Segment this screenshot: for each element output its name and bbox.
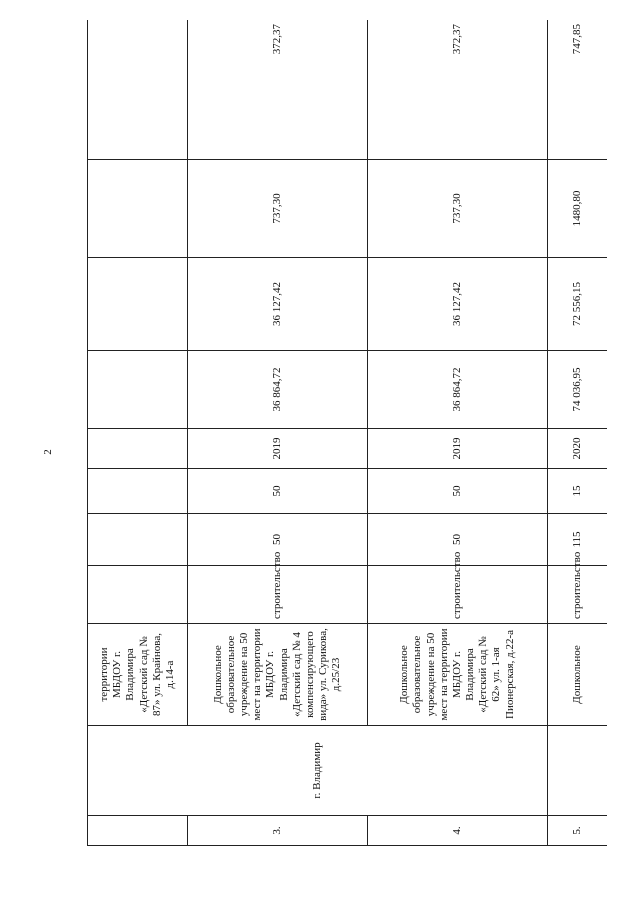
table-wrapper bbox=[87, 20, 607, 846]
cost-local: 747,85 bbox=[548, 20, 608, 160]
cost-federal bbox=[88, 258, 188, 351]
places bbox=[88, 469, 188, 514]
location-cell: г. Владимир bbox=[88, 726, 548, 816]
year: 2019 bbox=[368, 429, 548, 469]
places: 15 bbox=[548, 469, 608, 514]
cost-regional: 737,30 bbox=[188, 160, 368, 258]
work-type: строительство bbox=[368, 566, 548, 624]
cost-total: 36 864,72 bbox=[368, 351, 548, 429]
table-rotator bbox=[87, 20, 607, 846]
table-row bbox=[88, 20, 188, 846]
row-number: 3. bbox=[188, 816, 368, 846]
row-number: 5. bbox=[548, 816, 608, 846]
cost-federal: 36 127,42 bbox=[368, 258, 548, 351]
cost-total: 74 036,95 bbox=[548, 351, 608, 429]
cost-federal: 72 556,15 bbox=[548, 258, 608, 351]
cost-regional: 737,30 bbox=[368, 160, 548, 258]
cost-regional bbox=[88, 160, 188, 258]
page-number: 2 bbox=[42, 449, 54, 455]
capacity: 50 bbox=[188, 514, 368, 566]
year bbox=[88, 429, 188, 469]
cost-local: 372,37 bbox=[368, 20, 548, 160]
cost-total bbox=[88, 351, 188, 429]
row-number bbox=[88, 816, 188, 846]
year: 2020 bbox=[548, 429, 608, 469]
year: 2019 bbox=[188, 429, 368, 469]
location-cell bbox=[548, 726, 608, 816]
places: 50 bbox=[188, 469, 368, 514]
work-type bbox=[88, 566, 188, 624]
table-row bbox=[548, 20, 608, 846]
cost-local bbox=[88, 20, 188, 160]
objects-table bbox=[87, 20, 607, 846]
table-row bbox=[188, 20, 368, 846]
capacity: 115 bbox=[548, 514, 608, 566]
capacity bbox=[88, 514, 188, 566]
cost-regional: 1480,80 bbox=[548, 160, 608, 258]
object-name: Дошкольное образовательное учреждение на 50 мест на территории МБДОУ г. Владимира «Детский сад № 4 компенсирующего вида» ул. Сурикова, д.25/23 bbox=[188, 624, 368, 726]
table-row bbox=[368, 20, 548, 846]
places: 50 bbox=[368, 469, 548, 514]
object-name: Дошкольное образовательное учреждение на 50 мест на территории МБДОУ г. Владимира «Детский сад № 62» ул. 1-ая Пионерская, д.22-а bbox=[368, 624, 548, 726]
object-name: Дошкольное bbox=[548, 624, 608, 726]
cost-total: 36 864,72 bbox=[188, 351, 368, 429]
cost-federal: 36 127,42 bbox=[188, 258, 368, 351]
capacity: 50 bbox=[368, 514, 548, 566]
work-type: строительство bbox=[188, 566, 368, 624]
object-name: территории МБДОУ г. Владимира «Детский сад № 87» ул. Крайнова, д.14-а bbox=[88, 624, 188, 726]
row-number: 4. bbox=[368, 816, 548, 846]
cost-local: 372,37 bbox=[188, 20, 368, 160]
work-type: строительство bbox=[548, 566, 608, 624]
